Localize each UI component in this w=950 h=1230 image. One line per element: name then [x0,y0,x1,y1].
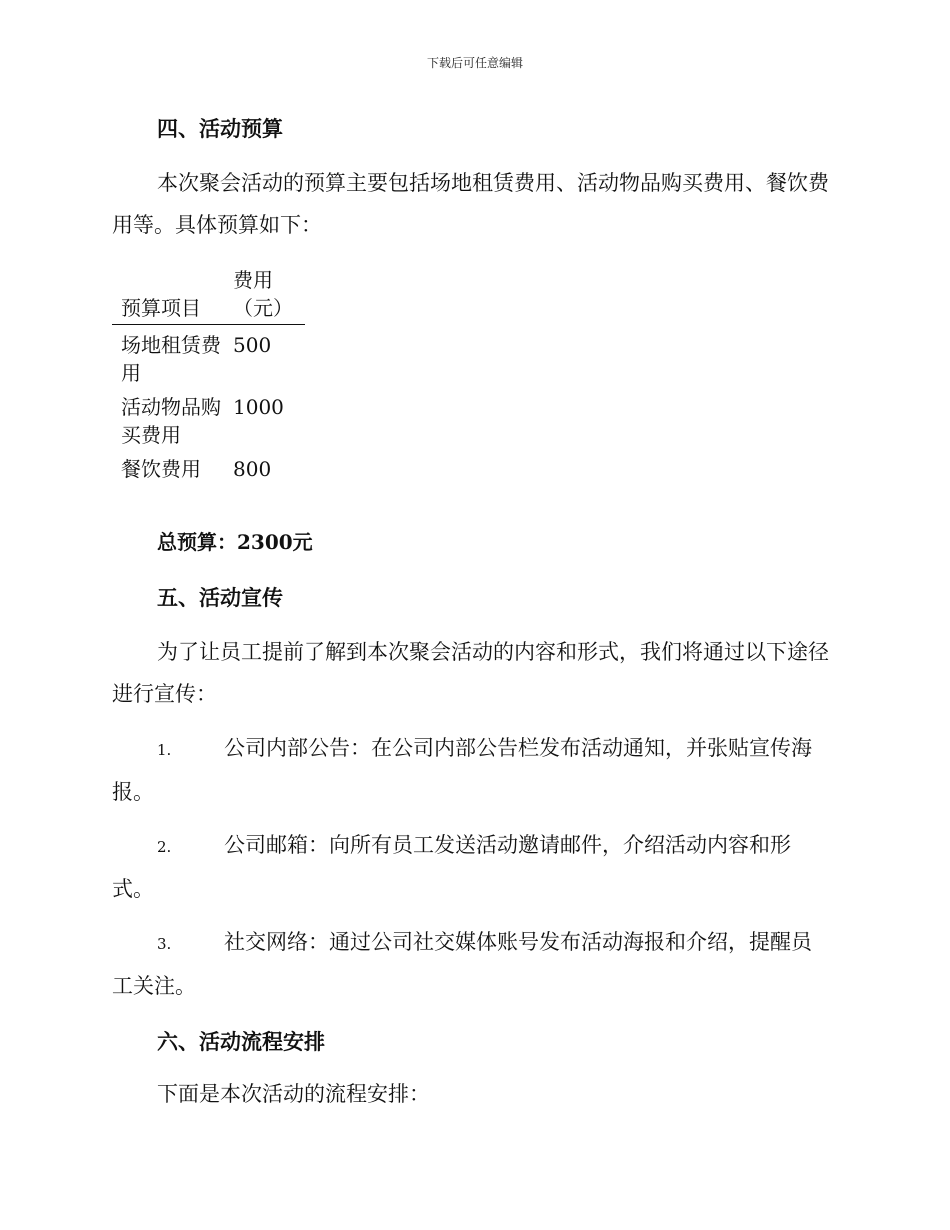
table-row [112,449,305,483]
budget-table-header-cost: 费用（元） [227,266,305,325]
budget-cost-cell: 1000 [233,395,284,419]
promotion-intro-paragraph: 为了让员工提前了解到本次聚会活动的内容和形式，我们将通过以下途径进行宣传： [112,640,829,706]
page-header-note: 下载后可任意编辑 [426,56,523,70]
section-heading-schedule: 六、活动流程安排 [157,1029,325,1054]
budget-intro-paragraph: 本次聚会活动的预算主要包括场地租赁费用、活动物品购买费用、餐饮费用等。具体预算如下： [112,171,829,237]
budget-cost-cell: 500 [233,333,272,357]
budget-item-cell: 餐饮费用 [121,457,201,481]
list-item-number: 2. [157,838,172,856]
budget-item-cell: 场地租赁费用 [121,333,221,385]
budget-table-header-item: 预算项目 [112,266,227,325]
budget-item-cell: 活动物品购买费用 [121,395,221,447]
budget-table-header-row [112,266,305,325]
table-row [112,387,305,449]
budget-cost-cell: 800 [233,457,272,481]
list-item [112,824,832,910]
table-row [112,325,305,388]
section-heading-budget: 四、活动预算 [157,116,283,141]
total-budget: 总预算：2300元 [157,530,313,554]
list-item-number: 1. [157,741,172,759]
list-item-text: 公司内部公告：在公司内部公告栏发布活动通知，并张贴宣传海报。 [112,736,812,804]
schedule-intro-paragraph: 下面是本次活动的流程安排： [157,1082,430,1106]
budget-table [112,266,305,483]
list-item [112,727,832,813]
list-item [112,921,832,1007]
list-item-text: 社交网络：通过公司社交媒体账号发布活动海报和介绍，提醒员工关注。 [112,930,812,998]
section-heading-promotion: 五、活动宣传 [157,585,283,610]
list-item-number: 3. [157,935,172,953]
list-item-text: 公司邮箱：向所有员工发送活动邀请邮件，介绍活动内容和形式。 [112,833,791,901]
